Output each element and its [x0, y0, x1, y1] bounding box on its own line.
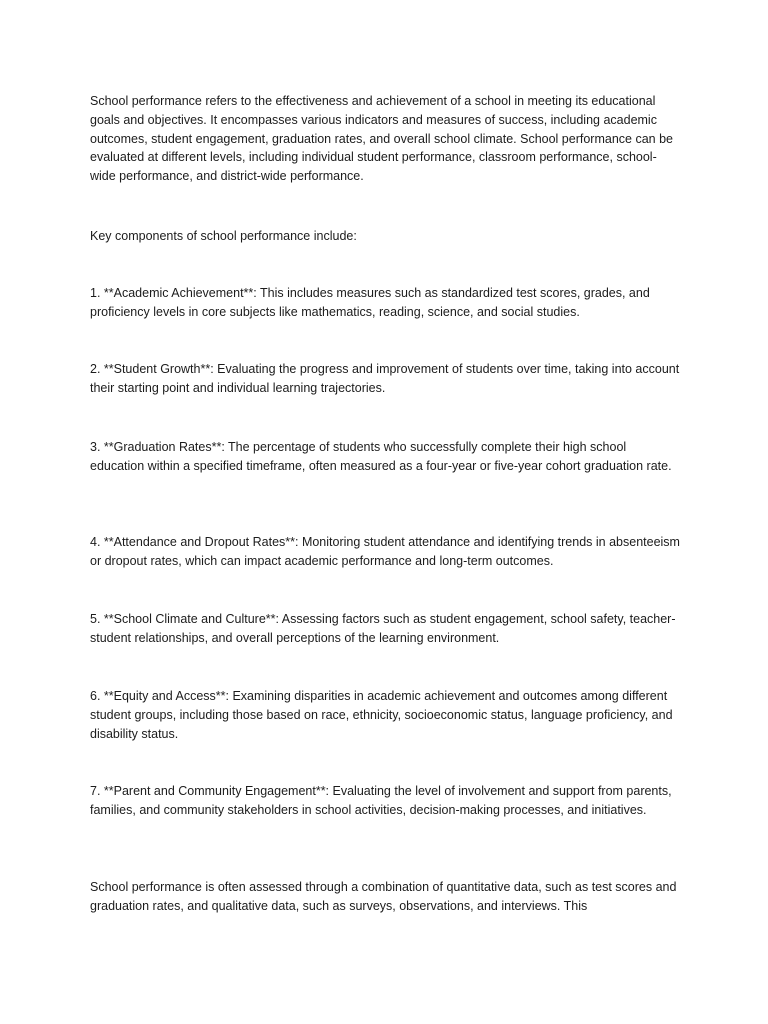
list-item-parent-community: 7. **Parent and Community Engagement**: Evaluating the level of involvement and support from parents, families, and community stakeholders in school activities, decision-making processes, and initiatives.: [90, 784, 672, 817]
intro-paragraph: School performance refers to the effectiveness and achievement of a school in meeting its educational goals and objectives. It encompasses various indicators and measures of success, including academic outcomes, student engagement, graduation rates, and overall school climate. School performance can be evaluated at different levels, including individual student performance, classroom performance, school-wide performance, and district-wide performance.: [90, 94, 673, 184]
list-item-attendance-dropout: 4. **Attendance and Dropout Rates**: Monitoring student attendance and identifying trends in absenteeism or dropout rates, which can impact academic performance and long-term outcomes.: [90, 535, 680, 568]
components-heading: Key components of school performance include:: [90, 229, 357, 243]
list-item-graduation-rates: 3. **Graduation Rates**: The percentage of students who successfully complete their high school education within a specified timeframe, often measured as a four-year or five-year cohort graduation rate.: [90, 440, 672, 473]
list-item-school-climate: 5. **School Climate and Culture**: Assessing factors such as student engagement, school safety, teacher-student relationships, and overall perceptions of the learning environment.: [90, 612, 676, 645]
closing-paragraph: School performance is often assessed through a combination of quantitative data, such as test scores and graduation rates, and qualitative data, such as surveys, observations, and interviews. This: [90, 880, 677, 913]
list-item-student-growth: 2. **Student Growth**: Evaluating the progress and improvement of students over time, taking into account their starting point and individual learning trajectories.: [90, 362, 680, 395]
list-item-equity-access: 6. **Equity and Access**: Examining disparities in academic achievement and outcomes among different student groups, including those based on race, ethnicity, socioeconomic status, language proficiency, and disability status.: [90, 689, 673, 741]
list-item-academic-achievement: 1. **Academic Achievement**: This includes measures such as standardized test scores, grades, and proficiency levels in core subjects like mathematics, reading, science, and social studies.: [90, 286, 650, 319]
